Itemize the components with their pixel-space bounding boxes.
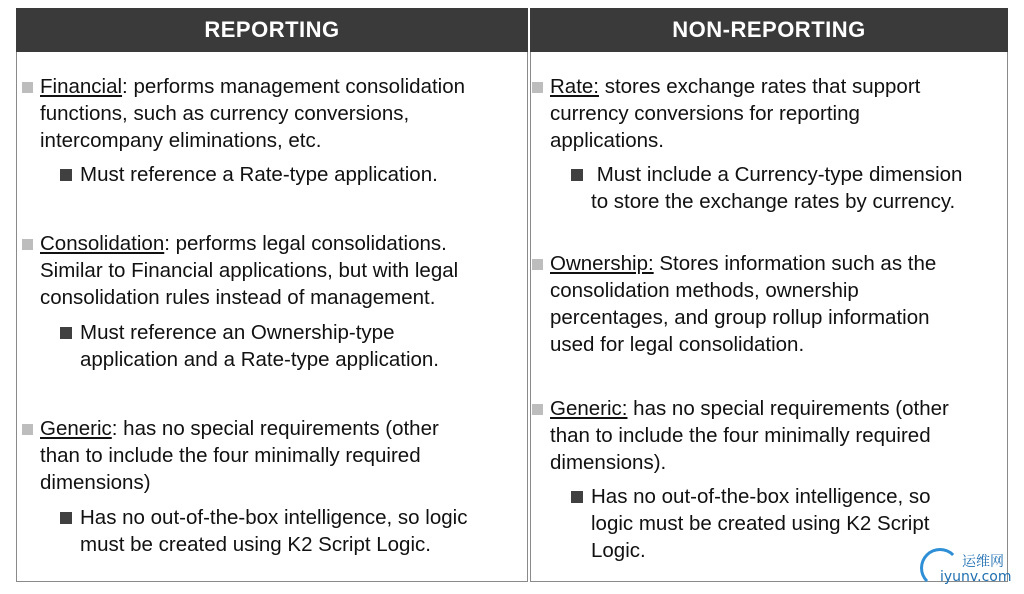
bullet-icon	[532, 404, 543, 415]
ownership-line4: used for legal consolidation.	[550, 333, 805, 356]
reporting-header	[16, 8, 528, 52]
consolidation-line2: Similar to Financial applications, but with legal	[40, 259, 459, 282]
sub-bullet-icon	[60, 169, 72, 181]
consolidation-term: Consolidation	[40, 232, 165, 255]
financial-sub-item	[60, 161, 520, 188]
bullet-icon	[22, 82, 33, 93]
ownership-item	[530, 250, 1005, 358]
generic-reporting-sub1: Has no out-of-the-box intelligence, so logic	[80, 506, 468, 529]
sub-bullet-icon	[60, 512, 72, 524]
generic-nonreporting-term: Generic:	[550, 397, 628, 420]
generic-nonreporting-line3: dimensions).	[550, 451, 667, 474]
ownership-line1: Stores information such as the	[653, 252, 937, 275]
consolidation-sub1: Must reference an Ownership-type	[80, 321, 395, 344]
bullet-icon	[22, 424, 33, 435]
consolidation-text	[40, 230, 520, 257]
ownership-term: Ownership:	[550, 252, 654, 275]
bullet-icon	[22, 239, 33, 250]
ownership-line3: percentages, and group rollup information	[550, 306, 930, 329]
generic-nonreporting-line1: has no special requirements (other	[627, 397, 949, 420]
financial-term: Financial	[40, 75, 123, 98]
generic-nonreporting-sub3: Logic.	[591, 539, 646, 562]
consolidation-sub-item	[60, 319, 520, 373]
rate-line1: stores exchange rates that support	[599, 75, 921, 98]
generic-reporting-line3: dimensions)	[40, 471, 151, 494]
financial-line2: functions, such as currency conversions,	[40, 102, 410, 125]
non-reporting-header-text: NON-REPORTING	[672, 17, 866, 42]
generic-nonreporting-line2: than to include the four minimally required	[550, 424, 931, 447]
consolidation-item	[20, 230, 520, 311]
financial-sub1: Must reference a Rate-type application.	[80, 163, 438, 186]
ownership-text	[550, 250, 1005, 277]
rate-sub2: to store the exchange rates by currency.	[591, 190, 956, 213]
generic-nonreporting-text	[550, 395, 1005, 422]
reporting-header-text: REPORTING	[204, 17, 340, 42]
watermark-cn: 运维网	[962, 554, 1004, 570]
rate-line3: applications.	[550, 129, 664, 152]
bullet-icon	[532, 82, 543, 93]
generic-reporting-sub2: must be created using K2 Script Logic.	[80, 533, 431, 556]
consolidation-line1: : performs legal consolidations.	[164, 232, 447, 255]
rate-line2: currency conversions for reporting	[550, 102, 860, 125]
rate-term: Rate:	[550, 75, 599, 98]
generic-nonreporting-sub2: logic must be created using K2 Script	[591, 512, 930, 535]
financial-line1: : performs management consolidation	[122, 75, 466, 98]
watermark-logo	[918, 548, 1018, 588]
generic-reporting-text	[40, 415, 520, 442]
rate-sub-item	[571, 161, 1008, 215]
generic-reporting-line2: than to include the four minimally required	[40, 444, 421, 467]
rate-sub1: Must include a Currency-type dimension	[591, 163, 963, 186]
bullet-icon	[532, 259, 543, 270]
sub-bullet-icon	[60, 327, 72, 339]
generic-reporting-line1: : has no special requirements (other	[111, 417, 439, 440]
generic-reporting-item	[20, 415, 520, 496]
consolidation-sub2: application and a Rate-type application.	[80, 348, 439, 371]
sub-bullet-icon	[571, 169, 583, 181]
generic-reporting-term: Generic	[40, 417, 112, 440]
consolidation-line3: consolidation rules instead of management.	[40, 286, 436, 309]
ownership-line2: consolidation methods, ownership	[550, 279, 859, 302]
financial-text	[40, 73, 520, 100]
non-reporting-header	[530, 8, 1008, 52]
financial-item	[20, 73, 520, 154]
watermark-en: iyunv.com	[940, 569, 1012, 585]
sub-bullet-icon	[571, 491, 583, 503]
generic-reporting-sub-item	[60, 504, 520, 558]
generic-nonreporting-item	[530, 395, 1005, 476]
generic-nonreporting-sub1: Has no out-of-the-box intelligence, so	[591, 485, 931, 508]
rate-text	[550, 73, 1005, 100]
rate-item	[530, 73, 1005, 154]
financial-line3: intercompany eliminations, etc.	[40, 129, 322, 152]
